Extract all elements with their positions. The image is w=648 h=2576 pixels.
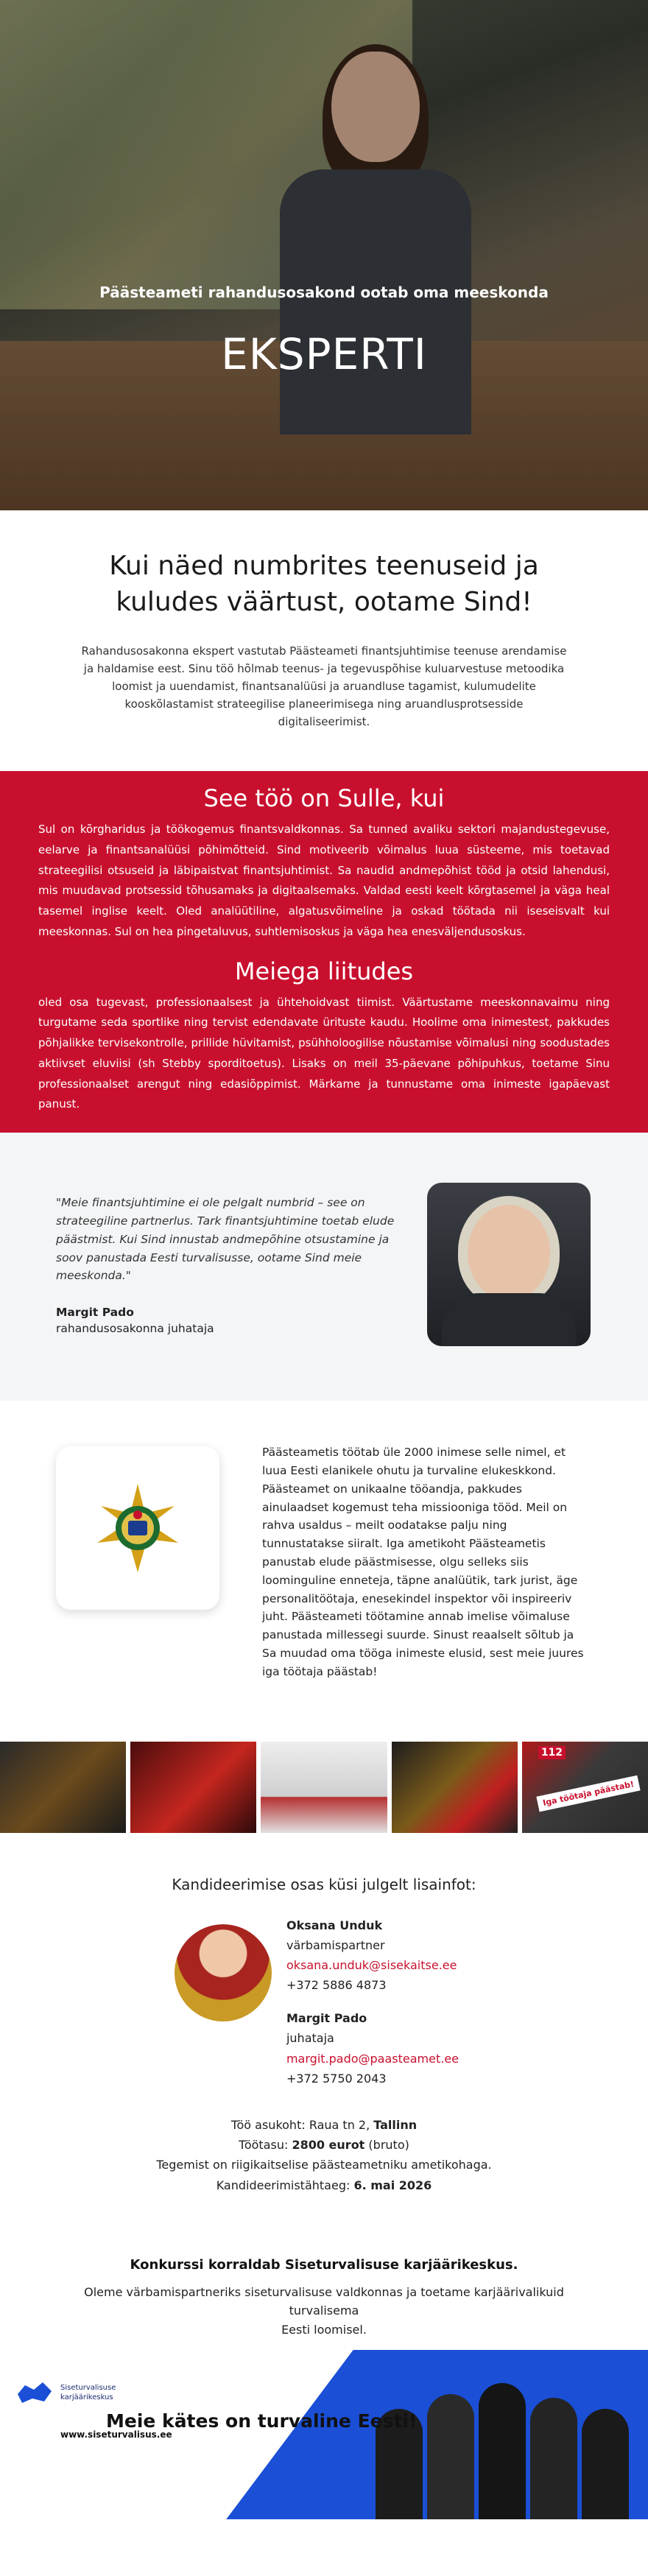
contact-title: värbamispartner — [286, 1938, 385, 1952]
benefits-heading: Meiega liitudes — [234, 957, 414, 985]
quote-author-name: Margit Pado — [56, 1306, 134, 1320]
contact-title: juhataja — [286, 2031, 334, 2046]
emergency-number-badge: 112 — [538, 1746, 566, 1759]
contact-name: Margit Pado — [286, 2011, 367, 2026]
gallery-photo-firefighters — [0, 1742, 126, 1833]
quote-author-portrait — [427, 1183, 591, 1346]
gallery-photo-fire-truck — [130, 1742, 256, 1833]
banner-slogan: Meie kätes on turvaline Eesti! — [106, 2410, 418, 2432]
job-note: Tegemist on riigikaitselise päästeametniku ametikohaga. — [156, 2158, 492, 2172]
hero-title: EKSPERTI — [221, 329, 427, 379]
career-center-logo — [15, 2379, 116, 2406]
photo-gallery — [0, 1742, 648, 1833]
contact-email-link[interactable]: oksana.unduk@sisekaitse.ee — [286, 1957, 457, 1972]
footer-banner — [0, 2350, 648, 2519]
requirements-text: Sul on kõrgharidus ja töökogemus finantsvaldkonnas. Sa tunned avaliku sektori majandustegevuse, eelarve ja finantsanalüüsi põhimõtteid. Sind motiveerib võimalus luua süsteeme, mis toetavad strateegilisi otsuseid ja läbipaistvat finantsjuhtimist. Sa naudid andmepõhist tööd ja otsid lahendusi, mis muudavad protsessid tõhusamaks ja digitaalsemaks. Valdad eesti keelt kõrgtasemel ja väga heal tasemel inglise keelt. Oled analüütiline, algatusvõimeline ja oskad töötada nii iseseisvalt kui meeskonnas. Sul on hea pingetaluvus, suhtlemisoskus ja väga hea enesväljendusoskus. — [38, 823, 610, 938]
contact-phone: +372 5750 2043 — [286, 2071, 387, 2086]
job-deadline: Kandideerimistähtaeg: 6. mai 2026 — [216, 2178, 432, 2192]
requirements-heading: See töö on Sulle, kui — [203, 784, 445, 813]
job-location: Töö asukoht: Raua tn 2, Tallinn — [230, 2118, 418, 2133]
organizer-heading: Konkurssi korraldab Siseturvalisuse karjäärikeskus. — [130, 2256, 518, 2273]
intro-section — [0, 510, 648, 771]
about-section — [0, 1401, 648, 1741]
contact-email-link[interactable]: margit.pado@paasteamet.ee — [286, 2051, 459, 2066]
organizer-section — [0, 2257, 648, 2340]
gallery-photo-team — [392, 1742, 518, 1833]
quote-section — [0, 1133, 648, 1401]
contact-name: Oksana Unduk — [286, 1918, 383, 1932]
quote-author-role: rahandusosakonna juhataja — [56, 1322, 214, 1336]
quote-text: "Meie finantsjuhtimine ei ole pelgalt numbrid – see on strateegiline partnerlus. Tark finantsjuhtimine toetab elude päästmist. Kui Sind innustab andmepõhine otsustamine ja soov panustada Eesti turvalisusse, ootame Sind meie meeskonda." — [56, 1196, 395, 1283]
requirements-section — [0, 771, 648, 1133]
job-salary: Töötasu: 2800 eurot (bruto) — [239, 2138, 409, 2153]
gallery-photo-slogan — [522, 1742, 648, 1833]
contacts-heading: Kandideerimise osas küsi julgelt lisainfot: — [172, 1875, 476, 1893]
banner-team-photo — [368, 2372, 633, 2519]
gallery-slogan-tag: Iga töötaja päästab! — [536, 1775, 640, 1812]
banner-url-link[interactable]: www.siseturvalisus.ee — [60, 2429, 172, 2440]
benefits-text: oled osa tugevast, professionaalsest ja ühtehoidvast tiimist. Väärtustame meeskonnavaimu ning turgutame seda sportlike ning tervist edendavate ürituste kaudu. Hoolime oma inimestest, pakkudes põhjalikke tervisekontrolle, prillide hüvitamist, psühholoogilise nõustamise võimalusi ning soodustades aktiivset eluviisi (sh Stebby sporditoetus). Lisaks on meil 35-päevane põhipuhkus, toetame Sinu professionaalset arengut ning edasiõppimist. Märkame ja tunnustame oma inimeste igapäevast panust. — [38, 995, 610, 1111]
rescue-board-emblem — [56, 1446, 219, 1610]
intro-text: Rahandusosakonna ekspert vastutab Päästeameti finantsjuhtimise teenuse arendamise ja haldamise eest. Sinu töö hõlmab teenus- ja tegevuspõhise kuluarvestuse metoodika loomist ja uuendamist, finantsanalüüsi ja aruandluse tagamist, kulumudelite kooskõlastamist strateegilise planeerimisega ning aruandlusprotsesside digitaliseerimist. — [81, 644, 567, 729]
hero-subtitle: Päästeameti rahandusosakond ootab oma meeskonda — [99, 284, 549, 301]
gallery-photo-equipment — [261, 1742, 387, 1833]
logo-line-2: karjäärikeskus — [60, 2393, 113, 2401]
contacts-section — [0, 1833, 648, 2195]
about-text: Päästeametis töötab üle 2000 inimese selle nimel, et luua Eesti elanikele ohutu ja turvaline elukeskkond. Päästeamet on unikaalne tööandja, pakkudes ainulaadset kogemust teha missiooniga tööd. Meil on rahva usaldus – meilt oodatakse palju ning tunnustatakse siiralt. Iga ametikoht Päästeametis panustab elude päästmisesse, olgu selleks siis loominguline enneteja, täpne analüütik, tark jurist, äge personalitöötaja, enesekindel inspektor või inspireeriv juht. Päästeameti töötamine annab imelise võimaluse panustada millessegi suurde. Sinust reaalselt sõltub ja Sa muudad oma tööga inimeste elusid, sest meie juures iga töötaja päästab! — [262, 1446, 584, 1678]
recruiter-avatar — [175, 1924, 272, 2021]
logo-line-1: Siseturvalisuse — [60, 2383, 116, 2392]
contact-card — [286, 1915, 459, 1996]
job-details — [0, 2115, 648, 2195]
hero-banner — [0, 0, 648, 510]
contact-phone: +372 5886 4873 — [286, 1978, 387, 1993]
organizer-text: Oleme värbamispartneriks siseturvalisuse valdkonnas ja toetame karjäärivalikuid turvalisema Eesti loomisel. — [84, 2284, 564, 2337]
contact-card — [286, 2008, 459, 2088]
intro-heading: Kui näed numbrites teenuseid ja kuludes väärtust, ootame Sind! — [109, 551, 539, 617]
